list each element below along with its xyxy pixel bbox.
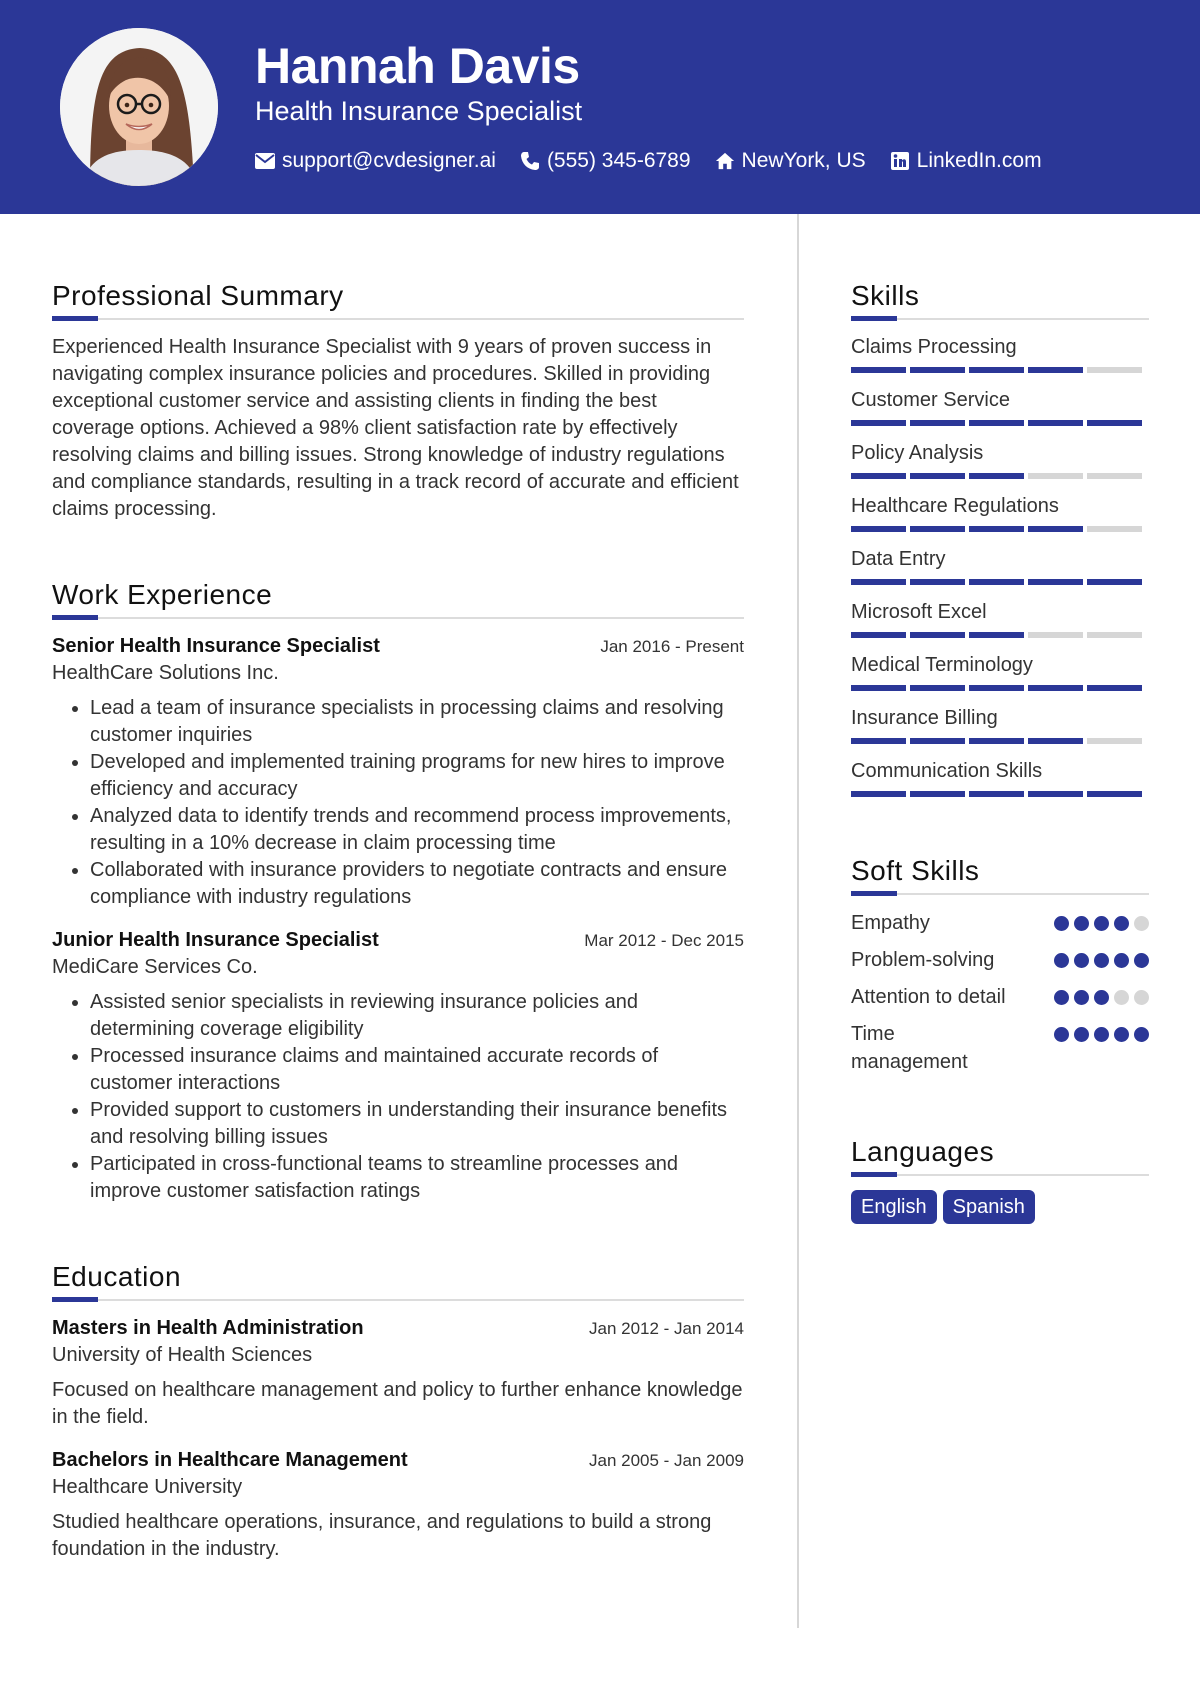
skills-heading: Skills xyxy=(851,280,920,311)
soft-skill-rating xyxy=(1054,983,1149,1005)
skill-level-segment xyxy=(851,791,906,797)
rating-dot xyxy=(1054,990,1069,1005)
skill-level-segment xyxy=(1028,632,1083,638)
education-section xyxy=(52,1243,744,1563)
skill-level-segment xyxy=(910,579,965,585)
section-heading xyxy=(851,262,1149,320)
linkedin-icon xyxy=(890,151,910,171)
skill-level-bar xyxy=(851,685,1149,691)
rating-dot xyxy=(1074,990,1089,1005)
rating-dot xyxy=(1134,953,1149,968)
section-heading xyxy=(52,561,744,619)
skill-level-segment xyxy=(910,738,965,744)
job-header xyxy=(52,927,744,954)
contact-list xyxy=(255,146,1042,176)
location-text: NewYork, US xyxy=(741,149,866,172)
skill-item xyxy=(851,493,1149,532)
job-header xyxy=(52,633,744,660)
job-bullet: • Collaborated with insurance providers to negotiate contracts and ensure compliance with industry regulations xyxy=(90,857,744,911)
soft-skill-list xyxy=(851,909,1149,1076)
job-date: Mar 2012 - Dec 2015 xyxy=(584,931,744,950)
skill-level-segment xyxy=(1028,738,1083,744)
envelope-icon xyxy=(255,151,275,171)
soft-skill-item xyxy=(851,983,1149,1011)
summary-text: Experienced Health Insurance Specialist with 9 years of proven success in navigating complex insurance policies and procedures. Skilled in providing exceptional customer service and assisting clients in finding the best coverage options. Achieved a 98% client satisfaction rate by effectively resolving claims and billing issues. Strong knowledge of industry regulations and compliance standards, resulting in a track record of accurate and efficient claims processing. xyxy=(52,336,739,520)
resume-header xyxy=(0,0,1200,214)
job-bullets xyxy=(52,989,744,1205)
home-icon xyxy=(715,151,735,171)
education-header xyxy=(52,1447,744,1474)
skill-item xyxy=(851,334,1149,373)
soft-skill-item xyxy=(851,909,1149,937)
skill-level-segment xyxy=(851,685,906,691)
education-description: Focused on healthcare management and policy to further enhance knowledge in the field. xyxy=(52,1379,743,1428)
experience-section xyxy=(52,561,744,1205)
company-name: HealthCare Solutions Inc. xyxy=(52,662,279,684)
soft-skill-name: Problem-solving xyxy=(851,949,995,971)
skill-level-segment xyxy=(969,632,1024,638)
skill-level-segment xyxy=(969,526,1024,532)
section-heading xyxy=(851,837,1149,895)
rating-dot xyxy=(1054,953,1069,968)
skill-level-segment xyxy=(910,526,965,532)
skill-item xyxy=(851,440,1149,479)
rating-dot xyxy=(1114,990,1129,1005)
skill-level-segment xyxy=(1028,685,1083,691)
contact-location xyxy=(715,146,866,176)
main-column xyxy=(52,214,744,1563)
company-name: MediCare Services Co. xyxy=(52,956,258,978)
skill-level-segment xyxy=(969,685,1024,691)
skill-item xyxy=(851,387,1149,426)
job-date: Jan 2016 - Present xyxy=(600,637,744,656)
job-bullet: • Participated in cross-functional teams to streamline processes and improve customer satisfaction ratings xyxy=(90,1151,744,1205)
skill-item xyxy=(851,546,1149,585)
skill-level-segment xyxy=(969,791,1024,797)
degree-title: Bachelors in Healthcare Management xyxy=(52,1449,408,1471)
portrait-image xyxy=(60,28,218,186)
skill-level-segment xyxy=(969,579,1024,585)
side-column xyxy=(851,214,1149,1224)
skill-level-bar xyxy=(851,473,1149,479)
skill-item xyxy=(851,599,1149,638)
skill-level-segment xyxy=(851,526,906,532)
skill-level-segment xyxy=(851,579,906,585)
skill-name: Claims Processing xyxy=(851,336,1017,358)
skills-section xyxy=(851,262,1149,797)
soft-skill-name: Empathy xyxy=(851,912,930,934)
rating-dot xyxy=(1114,1027,1129,1042)
language-badge: Spanish xyxy=(943,1190,1035,1224)
job-bullet: • Processed insurance claims and maintained accurate records of customer interactions xyxy=(90,1043,744,1097)
heading-accent xyxy=(851,1172,897,1177)
skill-name: Policy Analysis xyxy=(851,442,984,464)
linkedin-text[interactable]: LinkedIn.com xyxy=(916,149,1042,172)
languages-section xyxy=(851,1118,1149,1224)
school-name: University of Health Sciences xyxy=(52,1344,313,1366)
degree-title: Masters in Health Administration xyxy=(52,1317,364,1339)
skill-level-segment xyxy=(910,791,965,797)
rating-dot xyxy=(1094,990,1109,1005)
section-heading xyxy=(52,1243,744,1301)
rating-dot xyxy=(1094,953,1109,968)
skill-level-segment xyxy=(969,367,1024,373)
school-name: Healthcare University xyxy=(52,1476,243,1498)
section-heading xyxy=(851,1118,1149,1176)
job-bullet: • Provided support to customers in understanding their insurance benefits and resolving billing issues xyxy=(90,1097,744,1151)
skill-level-segment xyxy=(969,738,1024,744)
heading-accent xyxy=(52,615,98,620)
job-entry xyxy=(52,927,744,1205)
skill-level-segment xyxy=(1028,367,1083,373)
skill-level-segment xyxy=(1087,685,1142,691)
skill-level-segment xyxy=(910,685,965,691)
job-bullet: • Lead a team of insurance specialists in processing claims and resolving customer inquiries xyxy=(90,695,744,749)
skill-level-segment xyxy=(851,632,906,638)
skill-level-bar xyxy=(851,420,1149,426)
skill-level-segment xyxy=(851,738,906,744)
candidate-name: Hannah Davis xyxy=(255,38,580,94)
profile-photo xyxy=(60,28,218,186)
rating-dot xyxy=(1134,916,1149,931)
phone-icon xyxy=(520,151,540,171)
rating-dot xyxy=(1134,1027,1149,1042)
contact-email[interactable] xyxy=(255,146,496,176)
skill-level-segment xyxy=(1087,473,1142,479)
skill-name: Healthcare Regulations xyxy=(851,495,1059,517)
job-bullet: • Developed and implemented training programs for new hires to improve efficiency and accuracy xyxy=(90,749,744,803)
skill-name: Data Entry xyxy=(851,548,946,570)
rating-dot xyxy=(1074,953,1089,968)
soft-skills-section xyxy=(851,837,1149,1076)
skill-level-segment xyxy=(1087,791,1142,797)
skill-level-bar xyxy=(851,579,1149,585)
job-title: Senior Health Insurance Specialist xyxy=(52,635,380,657)
skill-level-segment xyxy=(1028,579,1083,585)
heading-accent xyxy=(851,891,897,896)
skill-level-bar xyxy=(851,526,1149,532)
skill-level-segment xyxy=(910,367,965,373)
heading-accent xyxy=(52,1297,98,1302)
education-date: Jan 2012 - Jan 2014 xyxy=(588,1319,744,1338)
rating-dot xyxy=(1094,916,1109,931)
skill-level-bar xyxy=(851,367,1149,373)
skill-name: Communication Skills xyxy=(851,760,1043,782)
skill-list xyxy=(851,334,1149,797)
job-bullets xyxy=(52,695,744,911)
education-entry xyxy=(52,1315,744,1431)
job-list xyxy=(52,633,744,1205)
soft-skill-rating xyxy=(1054,1020,1149,1042)
rating-dot xyxy=(1114,916,1129,931)
rating-dot xyxy=(1054,1027,1069,1042)
summary-section xyxy=(52,262,744,523)
skill-name: Medical Terminology xyxy=(851,654,1033,676)
rating-dot xyxy=(1134,990,1149,1005)
language-list xyxy=(851,1190,1149,1224)
skill-level-segment xyxy=(1028,791,1083,797)
skill-level-segment xyxy=(1087,632,1142,638)
job-bullet: • Analyzed data to identify trends and recommend process improvements, resulting in a 10% decrease in claim processing time xyxy=(90,803,744,857)
soft-skill-rating xyxy=(1054,909,1149,931)
skill-level-segment xyxy=(969,473,1024,479)
heading-accent xyxy=(851,316,897,321)
skill-level-segment xyxy=(1028,526,1083,532)
skill-level-segment xyxy=(1087,579,1142,585)
skill-name: Insurance Billing xyxy=(851,707,998,729)
skill-item xyxy=(851,652,1149,691)
contact-linkedin[interactable] xyxy=(890,146,1042,176)
rating-dot xyxy=(1114,953,1129,968)
skill-level-bar xyxy=(851,791,1149,797)
skill-level-segment xyxy=(1028,473,1083,479)
candidate-title: Health Insurance Specialist xyxy=(255,96,583,126)
contact-phone[interactable] xyxy=(520,146,691,176)
skill-name: Customer Service xyxy=(851,389,1010,411)
skill-item xyxy=(851,758,1149,797)
education-description: Studied healthcare operations, insurance, and regulations to build a strong foundation in the industry. xyxy=(52,1511,712,1560)
section-heading xyxy=(52,262,744,320)
email-text[interactable]: support@cvdesigner.ai xyxy=(282,149,496,172)
education-entry xyxy=(52,1447,744,1563)
skill-level-segment xyxy=(851,473,906,479)
skill-level-segment xyxy=(910,420,965,426)
skill-level-bar xyxy=(851,738,1149,744)
skill-name: Microsoft Excel xyxy=(851,601,987,623)
education-list xyxy=(52,1315,744,1563)
rating-dot xyxy=(1074,1027,1089,1042)
phone-text[interactable]: (555) 345-6789 xyxy=(546,149,691,172)
rating-dot xyxy=(1054,916,1069,931)
soft-skill-item xyxy=(851,946,1149,974)
education-heading: Education xyxy=(52,1261,182,1292)
soft-skill-name: Time management xyxy=(851,1023,968,1073)
job-bullet: • Assisted senior specialists in reviewing insurance policies and determining coverage eligibility xyxy=(90,989,744,1043)
skill-level-segment xyxy=(1087,738,1142,744)
soft-skills-heading: Soft Skills xyxy=(851,855,980,886)
skill-item xyxy=(851,705,1149,744)
skill-level-segment xyxy=(910,632,965,638)
skill-level-segment xyxy=(969,420,1024,426)
experience-heading: Work Experience xyxy=(52,579,273,610)
rating-dot xyxy=(1094,1027,1109,1042)
skill-level-bar xyxy=(851,632,1149,638)
soft-skill-name: Attention to detail xyxy=(851,986,1006,1008)
rating-dot xyxy=(1074,916,1089,931)
skill-level-segment xyxy=(1028,420,1083,426)
languages-heading: Languages xyxy=(851,1136,995,1167)
skill-level-segment xyxy=(851,367,906,373)
job-title: Junior Health Insurance Specialist xyxy=(52,929,379,951)
job-entry xyxy=(52,633,744,911)
soft-skill-rating xyxy=(1054,946,1149,968)
skill-level-segment xyxy=(851,420,906,426)
soft-skill-item xyxy=(851,1020,1149,1076)
education-header xyxy=(52,1315,744,1342)
skill-level-segment xyxy=(910,473,965,479)
education-date: Jan 2005 - Jan 2009 xyxy=(588,1451,744,1470)
summary-heading: Professional Summary xyxy=(52,280,344,311)
skill-level-segment xyxy=(1087,367,1142,373)
column-divider xyxy=(797,214,799,1628)
heading-accent xyxy=(52,316,98,321)
skill-level-segment xyxy=(1087,526,1142,532)
language-badge: English xyxy=(851,1190,937,1224)
skill-level-segment xyxy=(1087,420,1142,426)
